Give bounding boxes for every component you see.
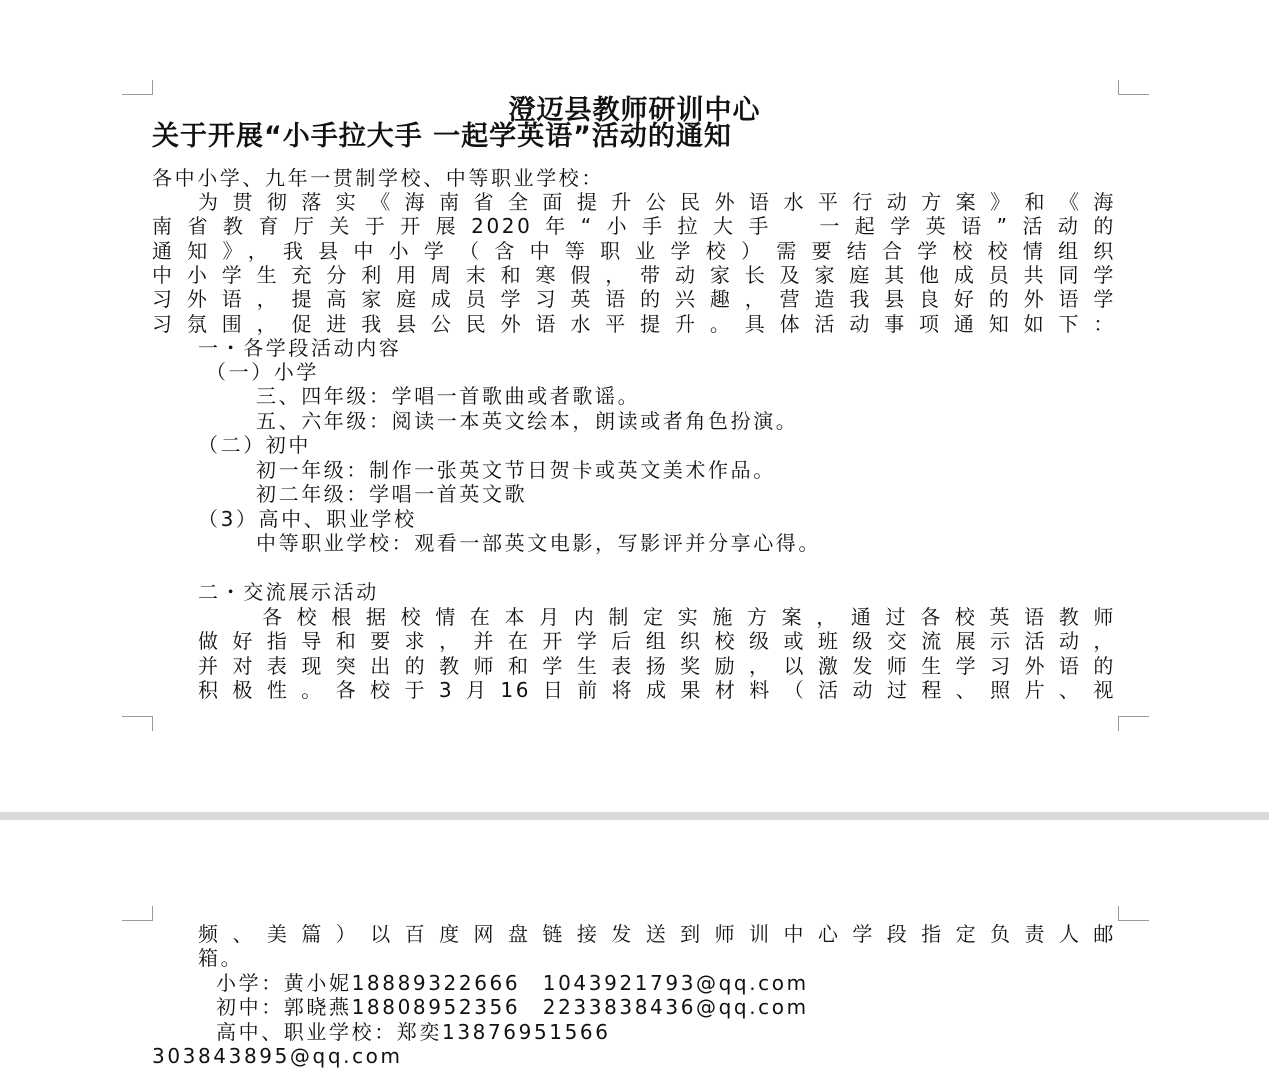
junior-item: 初二年级：学唱一首英文歌 xyxy=(256,482,528,506)
margin-corner-top-right xyxy=(1118,906,1149,921)
margin-corner-bottom-right xyxy=(1118,716,1149,731)
section-2-line: 各校根据校情在本月内制定实施方案，通过各校英语教师 xyxy=(262,605,1116,629)
senior-school-heading: （3）高中、职业学校 xyxy=(198,507,417,531)
contact-senior: 高中、职业学校：郑奕13876951566 xyxy=(216,1020,611,1044)
intro-line: 中小学生充分利用周末和寒假，带动家长及家庭其他成员共同学 xyxy=(152,263,1116,287)
margin-corner-top-left xyxy=(122,906,153,921)
document-title-line-2: 关于开展“小手拉大手 一起学英语”活动的通知 xyxy=(152,121,732,152)
document-title-line-1: 澄迈县教师研训中心 xyxy=(508,95,761,126)
junior-item: 初一年级：制作一张英文节日贺卡或英文美术作品。 xyxy=(256,458,776,482)
primary-item: 五、六年级：阅读一本英文绘本，朗读或者角色扮演。 xyxy=(256,409,799,433)
intro-line: 通知》，我县中小学（含中等职业学校）需要结合学校校情组织 xyxy=(152,239,1116,263)
page-2-body-line: 频、美篇）以百度网盘链接发送到师训中心学段指定负责人邮 xyxy=(198,922,1116,946)
contact-senior-email: 303843895@qq.com xyxy=(152,1044,403,1068)
contact-primary: 小学：黄小妮18889322666 1043921793@qq.com xyxy=(216,971,809,995)
intro-line: 为贯彻落实《海南省全面提升公民外语水平行动方案》和《海 xyxy=(198,190,1116,214)
document-page-2 xyxy=(0,820,1269,1066)
intro-line: 习外语，提高家庭成员学习英语的兴趣，营造我县良好的外语学 xyxy=(152,287,1116,311)
intro-line: 南省教育厅关于开展2020年“小手拉大手 一起学英语”活动的 xyxy=(152,214,1116,238)
page-2-body-line: 箱。 xyxy=(198,946,244,970)
intro-line: 习氛围，促进我县公民外语水平提升。具体活动事项通知如下： xyxy=(152,312,1116,336)
section-2-line: 并对表现突出的教师和学生表扬奖励，以激发师生学习外语的 xyxy=(198,654,1116,678)
junior-school-heading: （二）初中 xyxy=(198,433,311,457)
section-2-line: 做好指导和要求，并在开学后组织校级或班级交流展示活动， xyxy=(198,629,1116,653)
contact-junior: 初中：郭晓燕18808952356 2233838436@qq.com xyxy=(216,995,809,1019)
salutation: 各中小学、九年一贯制学校、中等职业学校： xyxy=(152,166,604,190)
primary-school-heading: （一）小学 xyxy=(206,360,319,384)
page-separator xyxy=(0,812,1269,820)
senior-item: 中等职业学校：观看一部英文电影，写影评并分享心得。 xyxy=(256,531,821,555)
section-2-line: 积极性。各校于3月16日前将成果材料（活动过程、照片、视 xyxy=(198,678,1116,702)
section-1-heading: 一・各学段活动内容 xyxy=(198,336,402,360)
section-2-heading: 二・交流展示活动 xyxy=(198,580,379,604)
margin-corner-bottom-left xyxy=(122,716,153,731)
primary-item: 三、四年级：学唱一首歌曲或者歌谣。 xyxy=(256,384,641,408)
